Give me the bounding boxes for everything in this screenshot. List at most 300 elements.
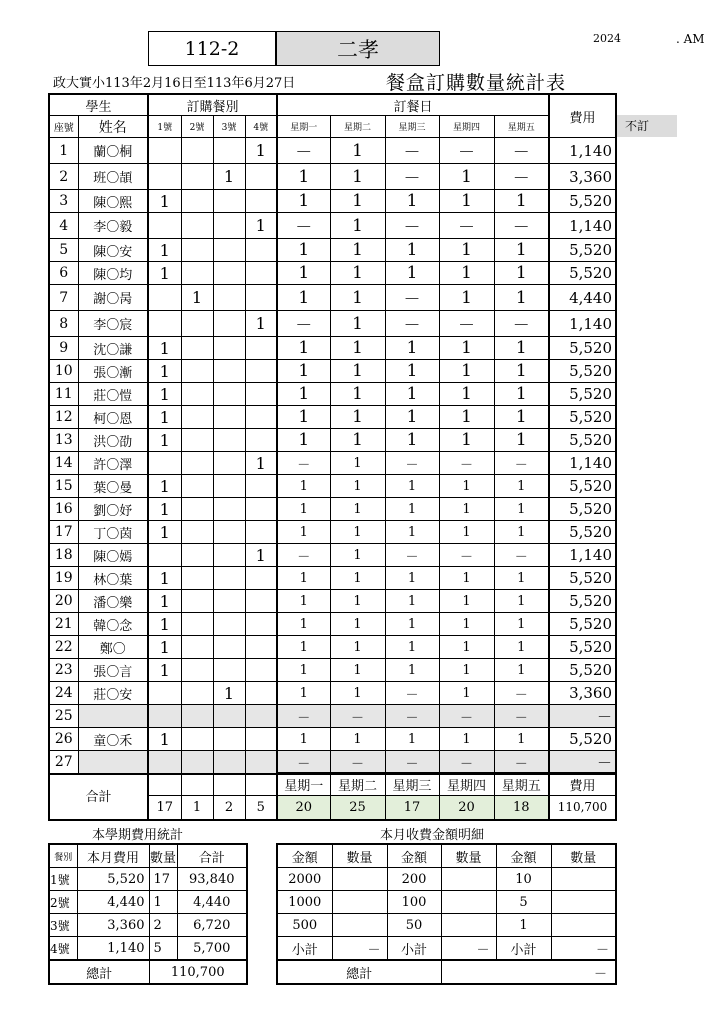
fee-cell: 1,140 bbox=[549, 452, 616, 475]
ts-sum-cell: 93,840 bbox=[177, 868, 247, 891]
table-row bbox=[49, 498, 616, 521]
meal-cell bbox=[213, 239, 245, 262]
day-cell: 1 bbox=[330, 337, 385, 360]
name-cell: 陳〇熙 bbox=[78, 190, 148, 213]
day-cell: 1 bbox=[277, 262, 330, 285]
day-cell: 1 bbox=[277, 475, 330, 498]
day-cell: 1 bbox=[494, 728, 549, 751]
day-cell: 1 bbox=[439, 682, 494, 705]
fee-cell: 5,520 bbox=[549, 590, 616, 613]
day-cell: － bbox=[494, 544, 549, 567]
day-cell: 1 bbox=[330, 285, 385, 311]
day-cell: 1 bbox=[439, 262, 494, 285]
totals-label: 合計 bbox=[49, 773, 148, 820]
day-cell: 1 bbox=[494, 475, 549, 498]
meal-cell bbox=[181, 213, 213, 239]
meal-cell bbox=[213, 406, 245, 429]
table-row bbox=[49, 190, 616, 213]
meal-cell bbox=[181, 613, 213, 636]
seat-cell: 5 bbox=[49, 239, 78, 262]
meal-cell: 1 bbox=[245, 311, 277, 337]
name-cell: 蘭〇桐 bbox=[78, 138, 148, 164]
meal-cell bbox=[213, 285, 245, 311]
fee-cell: 5,520 bbox=[549, 728, 616, 751]
name-cell: 莊〇安 bbox=[78, 682, 148, 705]
seat-cell: 25 bbox=[49, 705, 78, 728]
fee-cell: 5,520 bbox=[549, 567, 616, 590]
meal-cell bbox=[213, 311, 245, 337]
day-cell: 1 bbox=[330, 138, 385, 164]
day-cell: － bbox=[494, 311, 549, 337]
seat-cell: 7 bbox=[49, 285, 78, 311]
day-cell: 1 bbox=[330, 383, 385, 406]
meal-cell: 1 bbox=[148, 429, 181, 452]
pd-amount-cell: 200 bbox=[387, 868, 441, 891]
pd-header-qty-2: 數量 bbox=[441, 844, 496, 868]
fee-cell: 1,140 bbox=[549, 544, 616, 567]
day-cell: 1 bbox=[277, 659, 330, 682]
meal-cell: 1 bbox=[148, 659, 181, 682]
table-row bbox=[49, 567, 616, 590]
fee-cell: － bbox=[549, 705, 616, 728]
pd-header-qty-3: 數量 bbox=[551, 844, 616, 868]
meal-cell bbox=[245, 636, 277, 659]
total-day-thu: 20 bbox=[439, 796, 494, 820]
table-row bbox=[49, 751, 616, 775]
seat-cell: 17 bbox=[49, 521, 78, 544]
day-cell: 1 bbox=[439, 521, 494, 544]
day-cell: 1 bbox=[330, 613, 385, 636]
fee-cell: 5,520 bbox=[549, 190, 616, 213]
seat-cell: 13 bbox=[49, 429, 78, 452]
name-cell: 沈〇謙 bbox=[78, 337, 148, 360]
day-cell: 1 bbox=[439, 498, 494, 521]
meal-cell bbox=[245, 337, 277, 360]
pd-header-qty-1: 數量 bbox=[332, 844, 387, 868]
meal-cell bbox=[245, 751, 277, 775]
seat-cell: 2 bbox=[49, 164, 78, 190]
day-cell: － bbox=[277, 705, 330, 728]
day-cell: 1 bbox=[277, 728, 330, 751]
name-cell: 林〇葉 bbox=[78, 567, 148, 590]
table-row bbox=[49, 728, 616, 751]
table-row bbox=[49, 383, 616, 406]
name-cell: 童〇禾 bbox=[78, 728, 148, 751]
pd-qty-cell bbox=[551, 914, 616, 937]
day-cell: 1 bbox=[385, 590, 439, 613]
day-cell: 1 bbox=[385, 190, 439, 213]
meal-cell: 1 bbox=[148, 190, 181, 213]
day-cell: － bbox=[494, 705, 549, 728]
seat-cell: 11 bbox=[49, 383, 78, 406]
day-cell: － bbox=[439, 705, 494, 728]
name-cell: 李〇毅 bbox=[78, 213, 148, 239]
day-cell: 1 bbox=[494, 659, 549, 682]
pd-total-label: 總計 bbox=[277, 960, 441, 984]
meal-cell bbox=[245, 590, 277, 613]
day-cell: 1 bbox=[439, 590, 494, 613]
meal-cell bbox=[181, 728, 213, 751]
day-cell: 1 bbox=[494, 360, 549, 383]
meal-cell bbox=[148, 682, 181, 705]
day-cell: 1 bbox=[439, 475, 494, 498]
name-cell: 洪〇劭 bbox=[78, 429, 148, 452]
fee-cell: 5,520 bbox=[549, 498, 616, 521]
seat-cell: 9 bbox=[49, 337, 78, 360]
fee-cell: 5,520 bbox=[549, 636, 616, 659]
meal-cell bbox=[213, 751, 245, 775]
meal-cell bbox=[245, 262, 277, 285]
fee-cell: 3,360 bbox=[549, 682, 616, 705]
day-cell: 1 bbox=[277, 521, 330, 544]
day-cell: － bbox=[494, 682, 549, 705]
day-cell: 1 bbox=[277, 337, 330, 360]
meal-cell bbox=[213, 567, 245, 590]
seat-cell: 21 bbox=[49, 613, 78, 636]
day-cell: 1 bbox=[330, 164, 385, 190]
meal-cell: 1 bbox=[213, 682, 245, 705]
total-meal-2: 1 bbox=[181, 796, 213, 820]
meal-cell bbox=[245, 728, 277, 751]
day-fri-header: 星期五 bbox=[494, 116, 549, 138]
ts-type-cell: 2號 bbox=[49, 891, 77, 914]
table-row bbox=[49, 475, 616, 498]
pd-qty-cell bbox=[332, 914, 387, 937]
name-cell: 許〇澤 bbox=[78, 452, 148, 475]
name-cell: 陳〇嫣 bbox=[78, 544, 148, 567]
name-cell bbox=[78, 751, 148, 775]
meal-cell bbox=[213, 383, 245, 406]
seat-cell: 14 bbox=[49, 452, 78, 475]
seat-cell: 20 bbox=[49, 590, 78, 613]
fee-cell: 5,520 bbox=[549, 406, 616, 429]
day-cell: 1 bbox=[439, 429, 494, 452]
meal-cell: 1 bbox=[181, 285, 213, 311]
day-cell: 1 bbox=[439, 406, 494, 429]
day-cell: 1 bbox=[439, 285, 494, 311]
day-cell: 1 bbox=[385, 567, 439, 590]
fee-cell: 3,360 bbox=[549, 164, 616, 190]
day-cell: 1 bbox=[385, 728, 439, 751]
meal-cell bbox=[213, 452, 245, 475]
table-row bbox=[49, 406, 616, 429]
meal-cell bbox=[245, 239, 277, 262]
meal-cell bbox=[148, 452, 181, 475]
day-cell: － bbox=[385, 311, 439, 337]
pd-amount-cell: 2000 bbox=[277, 868, 332, 891]
meal-cell bbox=[181, 360, 213, 383]
day-cell: 1 bbox=[330, 213, 385, 239]
order-day-header: 訂餐日 bbox=[277, 94, 549, 116]
ts-header-fee: 本月費用 bbox=[77, 844, 149, 868]
day-cell: － bbox=[277, 751, 330, 775]
meal-cell bbox=[245, 682, 277, 705]
day-cell: 1 bbox=[277, 567, 330, 590]
pd-amount-cell: 10 bbox=[496, 868, 551, 891]
ts-header-type: 餐別 bbox=[49, 844, 77, 868]
student-header: 學生 bbox=[49, 94, 148, 116]
meal-cell bbox=[213, 728, 245, 751]
meal-cell bbox=[181, 164, 213, 190]
day-cell: 1 bbox=[277, 636, 330, 659]
meal-cell: 1 bbox=[148, 613, 181, 636]
day-cell: 1 bbox=[330, 452, 385, 475]
pd-amount-cell: 5 bbox=[496, 891, 551, 914]
day-cell: 1 bbox=[277, 383, 330, 406]
day-cell: － bbox=[439, 452, 494, 475]
page-title: 餐盒訂購數量統計表 bbox=[386, 72, 567, 94]
seat-cell: 27 bbox=[49, 751, 78, 775]
day-cell: 1 bbox=[385, 239, 439, 262]
day-cell: 1 bbox=[330, 659, 385, 682]
day-cell: 1 bbox=[277, 429, 330, 452]
day-cell: 1 bbox=[277, 360, 330, 383]
day-cell: 1 bbox=[385, 475, 439, 498]
meal-3-header: 3號 bbox=[213, 116, 245, 138]
day-cell: 1 bbox=[494, 613, 549, 636]
meal-cell bbox=[245, 429, 277, 452]
table-row bbox=[49, 213, 616, 239]
total-day-mon: 20 bbox=[277, 796, 330, 820]
meal-type-header: 訂購餐別 bbox=[148, 94, 277, 116]
name-cell: 韓〇念 bbox=[78, 613, 148, 636]
seat-cell: 23 bbox=[49, 659, 78, 682]
meal-cell bbox=[213, 475, 245, 498]
table-row bbox=[49, 429, 616, 452]
table-row bbox=[49, 636, 616, 659]
meal-cell bbox=[245, 567, 277, 590]
day-cell: 1 bbox=[494, 590, 549, 613]
pd-qty-cell: － bbox=[551, 937, 616, 961]
total-day-label-fri: 星期五 bbox=[494, 773, 549, 796]
day-cell: 1 bbox=[330, 682, 385, 705]
day-cell: 1 bbox=[277, 406, 330, 429]
meal-cell: 1 bbox=[245, 544, 277, 567]
school-range: 政大實小113年2月16日至113年6月27日 bbox=[53, 76, 296, 91]
day-cell: 1 bbox=[494, 262, 549, 285]
ts-sum-cell: 6,720 bbox=[177, 914, 247, 937]
day-cell: － bbox=[277, 213, 330, 239]
meal-cell: 1 bbox=[148, 360, 181, 383]
day-cell: 1 bbox=[330, 636, 385, 659]
meal-cell bbox=[148, 285, 181, 311]
seat-cell: 1 bbox=[49, 138, 78, 164]
ts-fee-cell: 3,360 bbox=[77, 914, 149, 937]
table-row bbox=[49, 138, 616, 164]
name-cell: 張〇漸 bbox=[78, 360, 148, 383]
meal-cell bbox=[245, 498, 277, 521]
ts-header-sum: 合計 bbox=[177, 844, 247, 868]
meal-cell bbox=[213, 659, 245, 682]
meal-cell bbox=[181, 337, 213, 360]
day-cell: － bbox=[439, 751, 494, 775]
meal-cell: 1 bbox=[148, 406, 181, 429]
meal-cell bbox=[181, 190, 213, 213]
day-cell: 1 bbox=[385, 521, 439, 544]
day-cell: 1 bbox=[330, 239, 385, 262]
table-row bbox=[49, 311, 616, 337]
meal-cell bbox=[245, 475, 277, 498]
payment-detail-title: 本月收費金額明細 bbox=[380, 828, 485, 843]
seat-cell: 3 bbox=[49, 190, 78, 213]
day-cell: 1 bbox=[330, 475, 385, 498]
day-cell: 1 bbox=[330, 190, 385, 213]
day-cell: 1 bbox=[439, 239, 494, 262]
day-cell: 1 bbox=[277, 590, 330, 613]
day-cell: 1 bbox=[494, 636, 549, 659]
payment-detail-row bbox=[277, 914, 616, 937]
pd-qty-cell: － bbox=[332, 937, 387, 961]
day-cell: 1 bbox=[330, 521, 385, 544]
pd-qty-cell bbox=[551, 868, 616, 891]
day-cell: 1 bbox=[330, 429, 385, 452]
day-cell: － bbox=[277, 311, 330, 337]
ts-type-cell: 1號 bbox=[49, 868, 77, 891]
meal-cell: 1 bbox=[148, 475, 181, 498]
name-cell: 莊〇愷 bbox=[78, 383, 148, 406]
pd-qty-cell bbox=[332, 868, 387, 891]
meal-cell bbox=[213, 138, 245, 164]
pd-qty-cell bbox=[441, 868, 496, 891]
meal-cell bbox=[148, 705, 181, 728]
day-cell: 1 bbox=[330, 262, 385, 285]
day-cell: － bbox=[439, 213, 494, 239]
meal-cell bbox=[245, 406, 277, 429]
seat-cell: 24 bbox=[49, 682, 78, 705]
seat-cell: 6 bbox=[49, 262, 78, 285]
term-code-box: 112-2 bbox=[148, 31, 276, 66]
ts-qty-cell: 2 bbox=[149, 914, 177, 937]
meal-cell: 1 bbox=[148, 262, 181, 285]
ts-sum-cell: 4,440 bbox=[177, 891, 247, 914]
ts-type-cell: 3號 bbox=[49, 914, 77, 937]
day-cell: 1 bbox=[439, 190, 494, 213]
ts-qty-cell: 17 bbox=[149, 868, 177, 891]
pd-amount-cell: 小計 bbox=[387, 937, 441, 961]
seat-cell: 26 bbox=[49, 728, 78, 751]
day-cell: － bbox=[494, 138, 549, 164]
meal-cell bbox=[181, 544, 213, 567]
day-cell: 1 bbox=[277, 190, 330, 213]
day-cell: 1 bbox=[385, 636, 439, 659]
seat-cell: 8 bbox=[49, 311, 78, 337]
meal-cell bbox=[148, 751, 181, 775]
total-meal-4: 5 bbox=[245, 796, 277, 820]
fee-header: 費用 bbox=[549, 94, 616, 138]
day-cell: 1 bbox=[494, 498, 549, 521]
day-mon-header: 星期一 bbox=[277, 116, 330, 138]
name-cell: 柯〇恩 bbox=[78, 406, 148, 429]
name-cell: 潘〇樂 bbox=[78, 590, 148, 613]
meal-cell: 1 bbox=[148, 498, 181, 521]
table-row bbox=[49, 452, 616, 475]
term-summary-row bbox=[49, 868, 247, 891]
fee-cell: 1,140 bbox=[549, 138, 616, 164]
name-cell: 鄭〇 bbox=[78, 636, 148, 659]
meal-cell bbox=[213, 262, 245, 285]
meal-cell bbox=[181, 751, 213, 775]
day-cell: 1 bbox=[385, 498, 439, 521]
meal-cell: 1 bbox=[245, 213, 277, 239]
day-cell: 1 bbox=[277, 613, 330, 636]
meal-cell bbox=[245, 613, 277, 636]
day-cell: － bbox=[494, 164, 549, 190]
date-stub: 2024 bbox=[593, 32, 621, 45]
pd-qty-cell bbox=[441, 891, 496, 914]
day-cell: － bbox=[439, 138, 494, 164]
meal-cell bbox=[148, 138, 181, 164]
fee-cell: 5,520 bbox=[549, 521, 616, 544]
meal-cell: 1 bbox=[245, 138, 277, 164]
meal-cell bbox=[245, 705, 277, 728]
day-cell: 1 bbox=[439, 383, 494, 406]
meal-cell bbox=[245, 521, 277, 544]
day-wed-header: 星期三 bbox=[385, 116, 439, 138]
meal-cell bbox=[213, 190, 245, 213]
meal-cell bbox=[181, 475, 213, 498]
table-row bbox=[49, 360, 616, 383]
pd-amount-cell: 50 bbox=[387, 914, 441, 937]
day-cell: 1 bbox=[277, 498, 330, 521]
fee-cell: 5,520 bbox=[549, 613, 616, 636]
table-row bbox=[49, 239, 616, 262]
day-cell: － bbox=[330, 751, 385, 775]
meal-cell: 1 bbox=[148, 239, 181, 262]
name-cell: 謝〇昺 bbox=[78, 285, 148, 311]
day-cell: 1 bbox=[494, 190, 549, 213]
meal-cell bbox=[148, 213, 181, 239]
day-cell: 1 bbox=[277, 239, 330, 262]
term-summary-row bbox=[49, 891, 247, 914]
ts-type-cell: 4號 bbox=[49, 937, 77, 961]
table-row bbox=[49, 262, 616, 285]
day-cell: 1 bbox=[385, 406, 439, 429]
day-cell: 1 bbox=[494, 521, 549, 544]
ts-total-label: 總計 bbox=[49, 960, 149, 984]
seat-cell: 16 bbox=[49, 498, 78, 521]
meal-cell bbox=[181, 659, 213, 682]
meal-cell bbox=[181, 590, 213, 613]
table-row bbox=[49, 705, 616, 728]
day-cell: 1 bbox=[439, 728, 494, 751]
day-cell: 1 bbox=[439, 337, 494, 360]
table-row bbox=[49, 337, 616, 360]
meal-4-header: 4號 bbox=[245, 116, 277, 138]
pd-header-amount-3: 金額 bbox=[496, 844, 551, 868]
seat-cell: 10 bbox=[49, 360, 78, 383]
meal-cell bbox=[213, 636, 245, 659]
fee-cell: 5,520 bbox=[549, 239, 616, 262]
fee-cell: 1,140 bbox=[549, 213, 616, 239]
name-cell: 丁〇茵 bbox=[78, 521, 148, 544]
fee-cell: 5,520 bbox=[549, 475, 616, 498]
meal-cell: 1 bbox=[148, 728, 181, 751]
total-day-fri: 18 bbox=[494, 796, 549, 820]
meal-cell bbox=[245, 659, 277, 682]
fee-cell: 5,520 bbox=[549, 360, 616, 383]
meal-cell bbox=[181, 406, 213, 429]
meal-cell bbox=[213, 544, 245, 567]
day-cell: 1 bbox=[330, 544, 385, 567]
pd-amount-cell: 100 bbox=[387, 891, 441, 914]
meal-cell bbox=[213, 613, 245, 636]
ts-fee-cell: 1,140 bbox=[77, 937, 149, 961]
pd-header-amount-1: 金額 bbox=[277, 844, 332, 868]
meal-cell bbox=[245, 285, 277, 311]
pd-qty-cell bbox=[551, 891, 616, 914]
day-cell: － bbox=[385, 164, 439, 190]
day-cell: － bbox=[494, 213, 549, 239]
